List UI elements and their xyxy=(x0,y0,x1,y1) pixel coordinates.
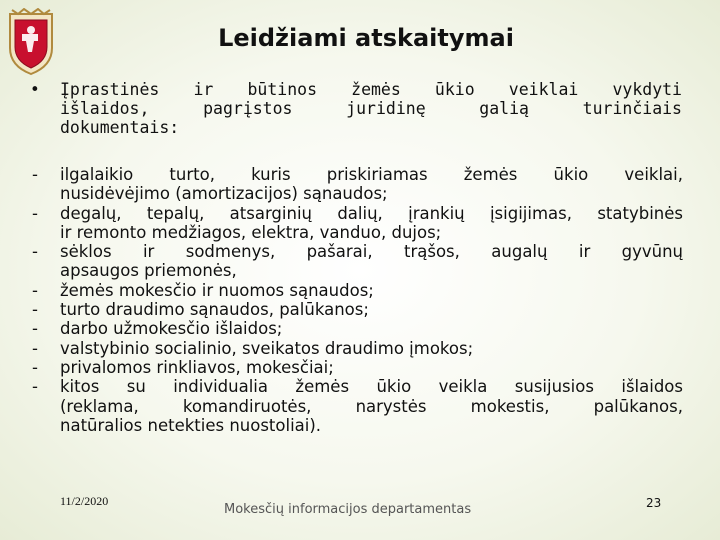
list-item-line: - sėklos ir sodmenys, pašarai, trąšos, augalų ir gyvūnų xyxy=(60,242,683,262)
bullet-icon: • xyxy=(30,80,40,99)
list-item-line: nusidėvėjimo (amortizacijos) sąnaudos; xyxy=(60,184,388,204)
list-item-line: natūralios netekties nuostoliai). xyxy=(60,415,322,435)
list-item-line: - ilgalaikio turto, kuris priskiriamas žemės ūkio veiklai, xyxy=(60,165,683,184)
list-item-line: - valstybinio socialinio, sveikatos draudimo įmokos; xyxy=(60,338,474,358)
list-item-line: - žemės mokesčio ir nuomos sąnaudos; xyxy=(60,280,374,300)
list-item xyxy=(32,319,683,338)
list-item-line: - turto draudimo sąnaudos, palūkanos; xyxy=(60,300,369,320)
list-item xyxy=(32,204,683,243)
list-item-line: - degalų, tepalų, atsarginių dalių, įrankių įsigijimas, statybinės xyxy=(60,203,683,223)
list-item-line: - kitos su individualia žemės ūkio veikla susijusios išlaidos xyxy=(60,377,683,397)
list-item-line: - darbo užmokesčio išlaidos; xyxy=(60,319,283,339)
list-item-line: (reklama, komandiruotės, narystės mokestis, palūkanos, xyxy=(60,396,683,416)
deductions-list xyxy=(32,165,683,435)
footer-department: Mokesčių informacijos departamentas xyxy=(224,502,472,517)
list-item-line: apsaugos priemonės, xyxy=(60,261,237,281)
slide-number: 23 xyxy=(646,496,662,510)
intro-line: Įprastinės ir būtinos žemės ūkio veiklai vykdyti xyxy=(60,80,682,99)
list-item-line: ir remonto medžiagos, elektra, vanduo, dujos; xyxy=(60,222,442,242)
intro-line: dokumentais: xyxy=(60,118,180,137)
footer-date: 11/2/2020 xyxy=(60,494,109,508)
list-item xyxy=(32,165,683,204)
list-item xyxy=(32,281,683,300)
list-item xyxy=(32,358,683,377)
intro-paragraph xyxy=(30,80,682,137)
list-item xyxy=(32,377,683,435)
list-item xyxy=(32,300,683,319)
intro-line: išlaidos, pagrįstos juridinę galią turinčiais xyxy=(60,99,682,118)
list-item xyxy=(32,242,683,281)
list-item-line: - privalomos rinkliavos, mokesčiai; xyxy=(60,357,334,377)
slide-title: Leidžiami atskaitymai xyxy=(218,24,514,52)
list-item xyxy=(32,339,683,358)
